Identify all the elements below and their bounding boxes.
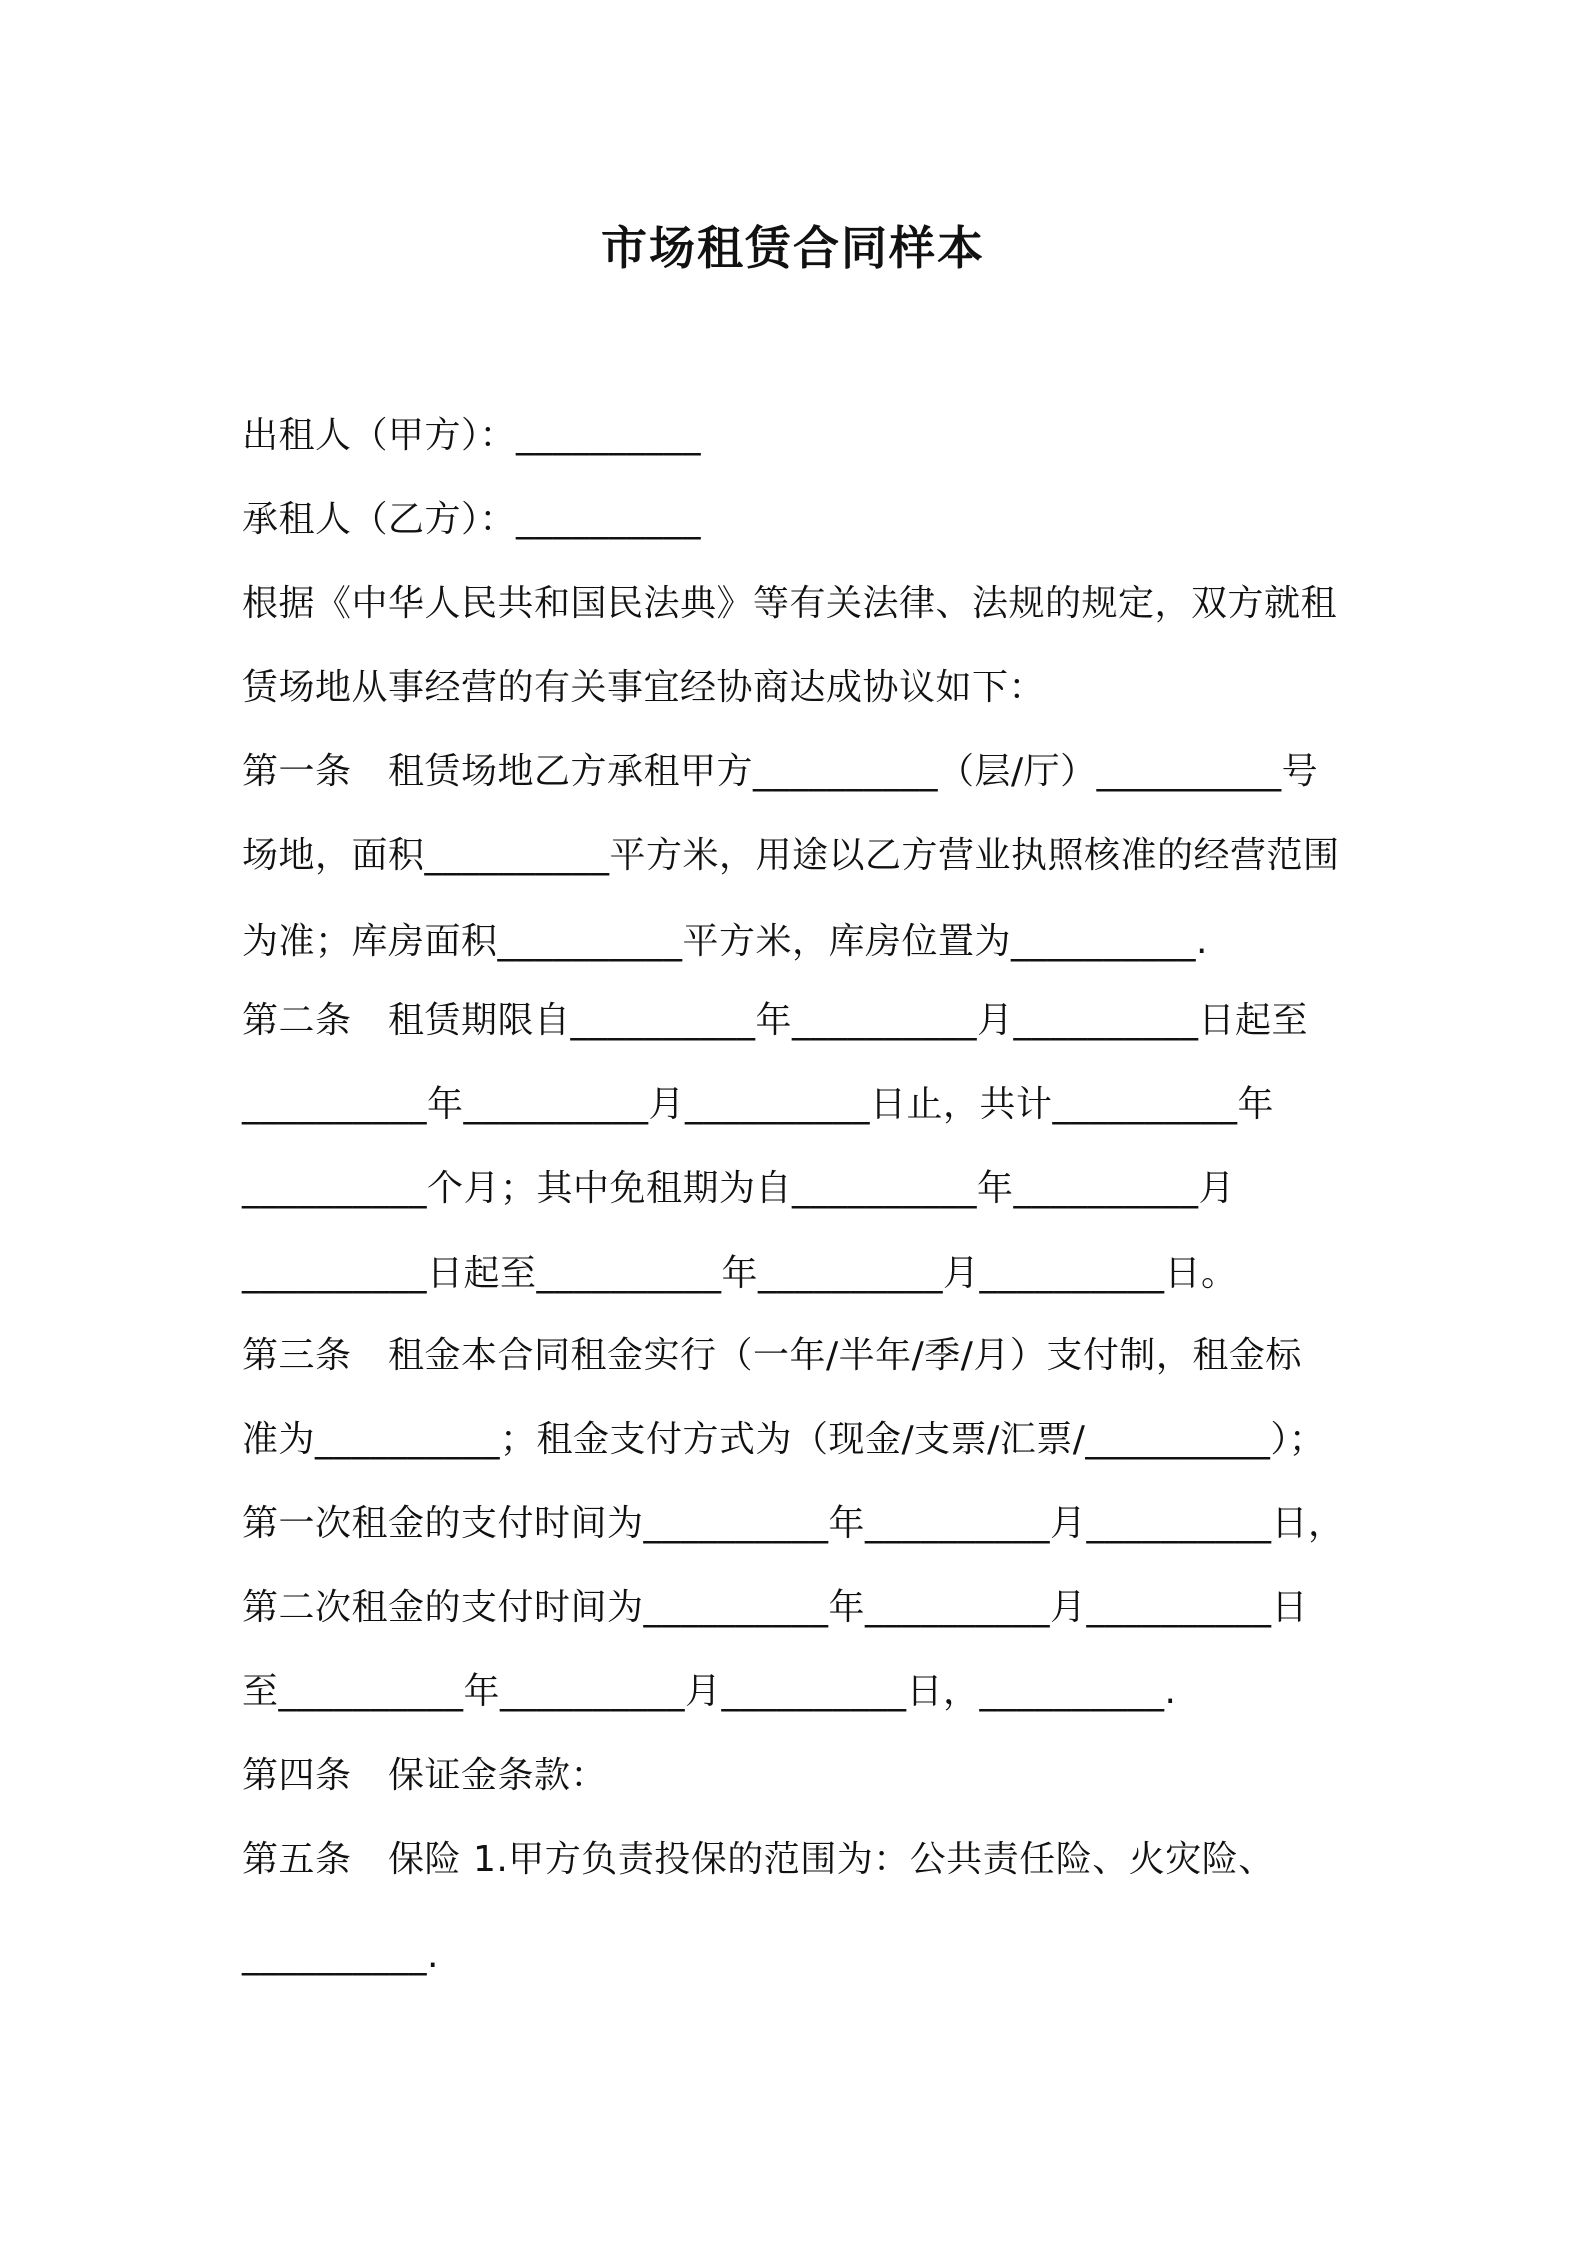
article-1-line-1: 第一条 租赁场地乙方承租甲方__________（层/厅）__________号 <box>242 751 1319 792</box>
document-title: 市场租赁合同样本 <box>601 221 985 275</box>
article-2-line-3: __________个月；其中免租期为自__________年__________月 <box>242 1168 1236 1209</box>
article-3-line-5: 至__________年__________月__________日，__________. <box>242 1671 1177 1712</box>
article-5-line-2: __________. <box>242 1935 439 1976</box>
article-3-line-2: 准为__________；租金支付方式为（现金/支票/汇票/__________）； <box>242 1419 1326 1460</box>
article-2-line-2: __________年__________月__________日止，共计__________年 <box>242 1084 1275 1125</box>
article-4-line-1: 第四条 保证金条款： <box>242 1755 608 1796</box>
preamble-line-2: 赁场地从事经营的有关事宜经协商达成协议如下： <box>242 667 1046 708</box>
article-3-line-1: 第三条 租金本合同租金实行（一年/半年/季/月）支付制，租金标 <box>242 1335 1302 1376</box>
lessee-line: 承租人（乙方）：__________ <box>242 499 702 540</box>
article-5-line-1: 第五条 保险 1.甲方负责投保的范围为：公共责任险、火灾险、 <box>242 1839 1275 1880</box>
article-2-line-4: __________日起至__________年__________月__________日。 <box>242 1253 1238 1294</box>
lessor-line: 出租人（甲方）：__________ <box>242 415 702 456</box>
article-3-line-3: 第一次租金的支付时间为__________年__________月__________日， <box>242 1503 1345 1544</box>
article-1-line-2: 场地，面积__________平方米，用途以乙方营业执照核准的经营范围 <box>242 835 1340 876</box>
preamble-line-1: 根据《中华人民共和国民法典》等有关法律、法规的规定，双方就租 <box>242 583 1338 624</box>
article-1-line-3: 为准；库房面积__________平方米，库房位置为__________. <box>242 921 1208 962</box>
article-2-line-1: 第二条 租赁期限自__________年__________月__________日起至 <box>242 1000 1309 1041</box>
article-3-line-4: 第二次租金的支付时间为__________年__________月__________日 <box>242 1587 1309 1628</box>
